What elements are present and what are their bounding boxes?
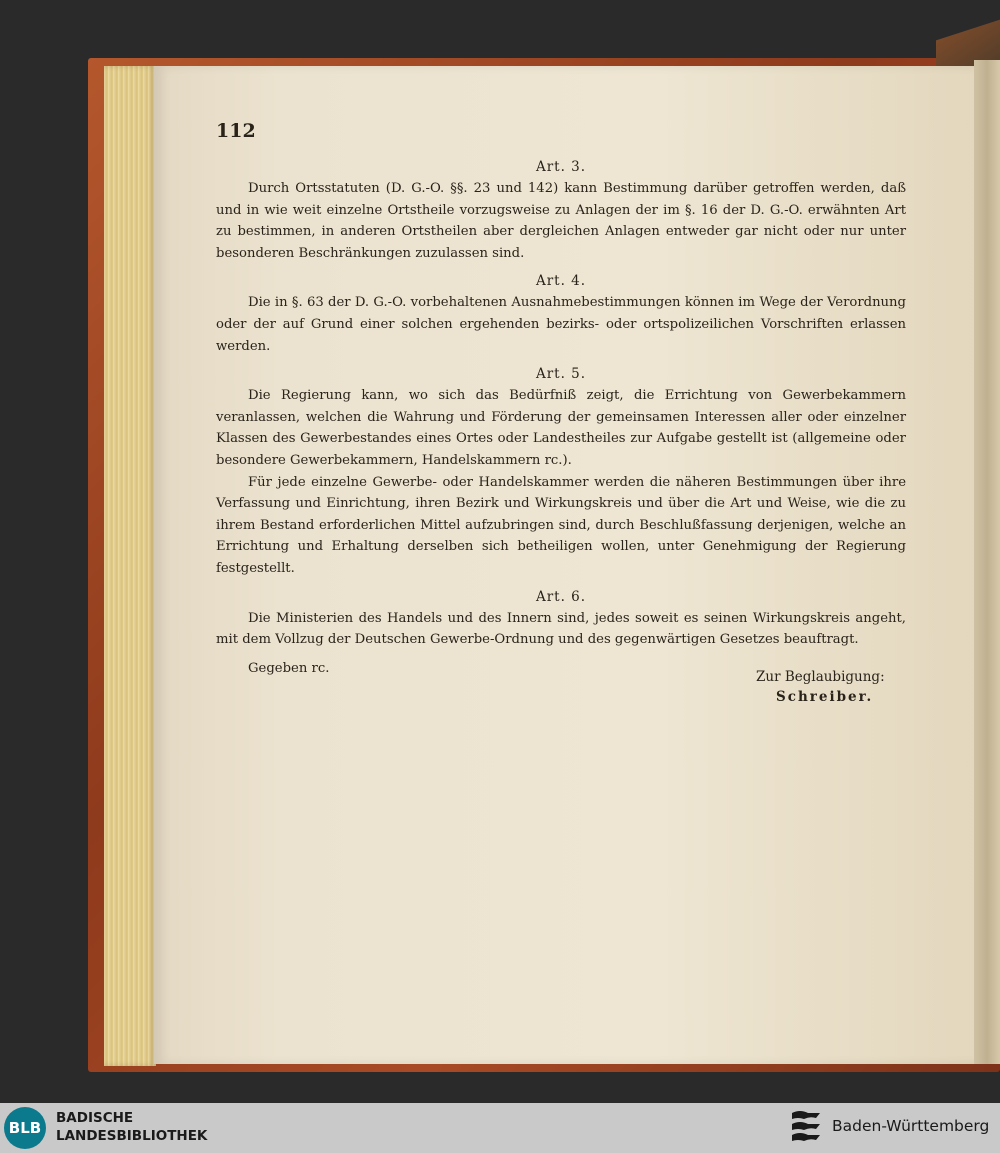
gegeben-line: Gegeben rc. bbox=[248, 660, 330, 676]
document-body bbox=[216, 118, 906, 676]
library-name[interactable] bbox=[56, 1109, 207, 1145]
library-name-line2: LANDESBIBLIOTHEK bbox=[56, 1128, 208, 1144]
article-5 bbox=[216, 363, 906, 579]
paragraph: Für jede einzelne Gewerbe- oder Handelskammer werden die näheren Bestimmungen über ihre Verfassung und Einrichtung, ihren Bezirk und Wirkungskreis und über die Art und Weise, wie die zu ihrem Bestand erforderlichen Mittel aufzubringen sind, durch Beschlußfassung derjenigen, welche an Errichtung und Erhaltung derselben sich betheiligen wollen, unter Genehmigung der Regierung festgestellt. bbox=[216, 474, 906, 576]
certification-label: Zur Beglaubigung: bbox=[756, 669, 885, 685]
state-name[interactable]: Baden-Württemberg bbox=[832, 1117, 990, 1135]
paragraph: Durch Ortsstatuten (D. G.-O. §§. 23 und 142) kann Bestimmung darüber getroffen werden, daß und in wie weit einzelne Ortstheile vorzugsweise zu Anlagen der im §. 16 der D. G.-O. erwähnten Art zu bestimmen, in anderen Ortstheilen aber dergleichen Anlagen entweder gar nicht oder nur unter besonderen Beschränkungen zuzulassen sind. bbox=[216, 181, 906, 261]
paragraph: Die Ministerien des Handels und des Innern sind, jedes soweit es seinen Wirkungskreis angeht, mit dem Vollzug der Deutschen Gewerbe-Ordnung und des gegenwärtigen Gesetzes beauftragt. bbox=[216, 610, 906, 648]
library-name-line1: BADISCHE bbox=[56, 1110, 134, 1126]
article-heading: Art. 5. bbox=[535, 366, 587, 383]
article-3 bbox=[216, 156, 906, 264]
page-right-edge bbox=[974, 60, 1000, 1064]
coat-of-arms-lions-icon[interactable] bbox=[790, 1109, 822, 1147]
article-4 bbox=[216, 270, 906, 357]
signatory: Schreiber. bbox=[776, 689, 874, 705]
article-heading: Art. 4. bbox=[535, 273, 587, 290]
article-6 bbox=[216, 586, 906, 651]
blb-logo-icon[interactable]: BLB bbox=[4, 1107, 46, 1149]
article-heading: Art. 6. bbox=[535, 588, 587, 605]
paragraph: Die Regierung kann, wo sich das Bedürfniß zeigt, die Errichtung von Gewerbekammern veranlassen, welchen die Wahrung und Förderung der gemeinsamen Interessen aller oder einzelner Klassen des Gewerbestandes eines Ortes oder Landestheiles zur Aufgabe gestellt ist (allgemeine oder besondere Gewerbekammern, Handelskammern rc.). bbox=[216, 388, 906, 468]
page-edges bbox=[104, 66, 156, 1066]
paragraph: Die in §. 63 der D. G.-O. vorbehaltenen Ausnahmebestimmungen können im Wege der Verordnung oder der auf Grund einer solchen ergehenden bezirks- oder ortspolizeilichen Vorschriften erlassen werden. bbox=[216, 295, 906, 354]
page-number: 112 bbox=[216, 120, 256, 142]
article-heading: Art. 3. bbox=[535, 159, 587, 175]
